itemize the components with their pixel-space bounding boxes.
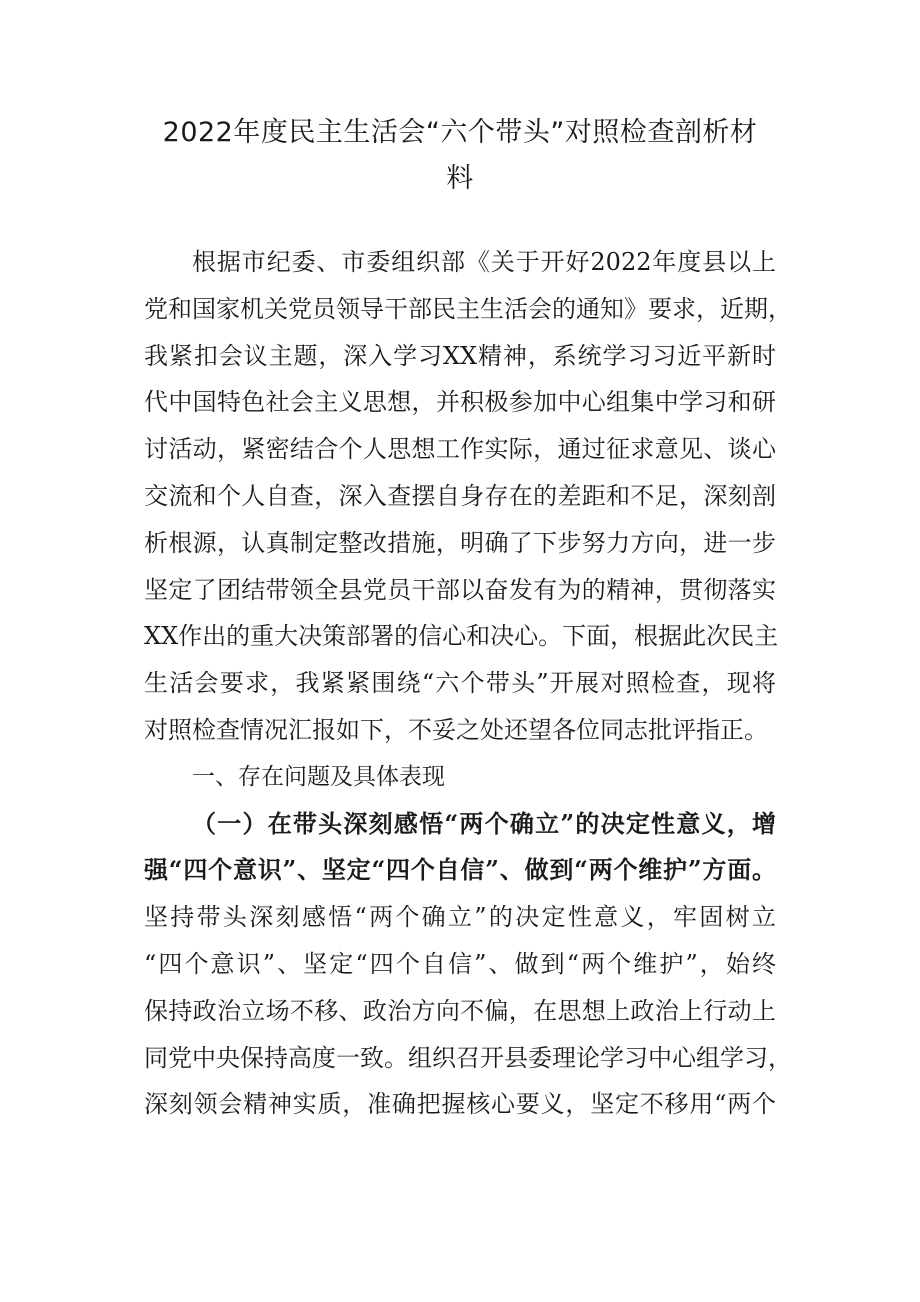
body-line: XX作出的重大决策部署的信心和决心。下面，根据此次民主 xyxy=(144,622,779,651)
body-line: 我紧扣会议主题，深入学习XX精神，系统学习习近平新时 xyxy=(144,341,776,370)
subsection-heading: 强“四个意识”、坚定“四个自信”、做到“两个维护”方面。 xyxy=(144,855,776,885)
section-heading: 一、存在问题及具体表现 xyxy=(192,763,445,790)
body-line: 坚持带头深刻感悟“两个确立”的决定性意义，牢固树立 xyxy=(144,903,776,932)
body-line: 代中国特色社会主义思想，并积极参加中心组集中学习和研 xyxy=(144,388,776,417)
document-title xyxy=(144,110,776,202)
body-line: 党和国家机关党员领导干部民主生活会的通知》要求，近期， xyxy=(144,294,792,323)
title-line-1: 2022年度民主生活会“六个带头”对照检查剖析材 xyxy=(162,117,758,148)
subsection-heading: （一）在带头深刻感悟“两个确立”的决定性意义，增 xyxy=(192,808,776,838)
document-body xyxy=(144,239,792,1128)
body-line: 根据市纪委、市委组织部《关于开好2022年度县以上 xyxy=(192,248,776,276)
body-line: 对照检查情况汇报如下，不妥之处还望各位同志批评指正。 xyxy=(144,715,768,744)
body-line: 析根源，认真制定整改措施，明确了下步努力方向，进一步 xyxy=(144,528,776,557)
body-line: 交流和个人自查，深入查摆自身存在的差距和不足，深刻剖 xyxy=(144,481,776,510)
body-line: 生活会要求，我紧紧围绕“六个带头”开展对照检查，现将 xyxy=(144,669,776,698)
body-line: “四个意识”、坚定“四个自信”、做到“两个维护”，始终 xyxy=(144,949,776,978)
body-line: 深刻领会精神实质，准确把握核心要义，坚定不移用“两个 xyxy=(144,1090,776,1119)
body-line: 保持政治立场不移、政治方向不偏，在思想上政治上行动上 xyxy=(144,996,776,1025)
body-line: 同党中央保持高度一致。组织召开县委理论学习中心组学习， xyxy=(144,1043,792,1072)
title-line-2: 料 xyxy=(446,163,474,194)
body-line: 讨活动，紧密结合个人思想工作实际，通过征求意见、谈心 xyxy=(144,435,776,464)
body-line: 坚定了团结带领全县党员干部以奋发有为的精神，贯彻落实 xyxy=(144,575,776,604)
document-page xyxy=(144,110,792,1128)
